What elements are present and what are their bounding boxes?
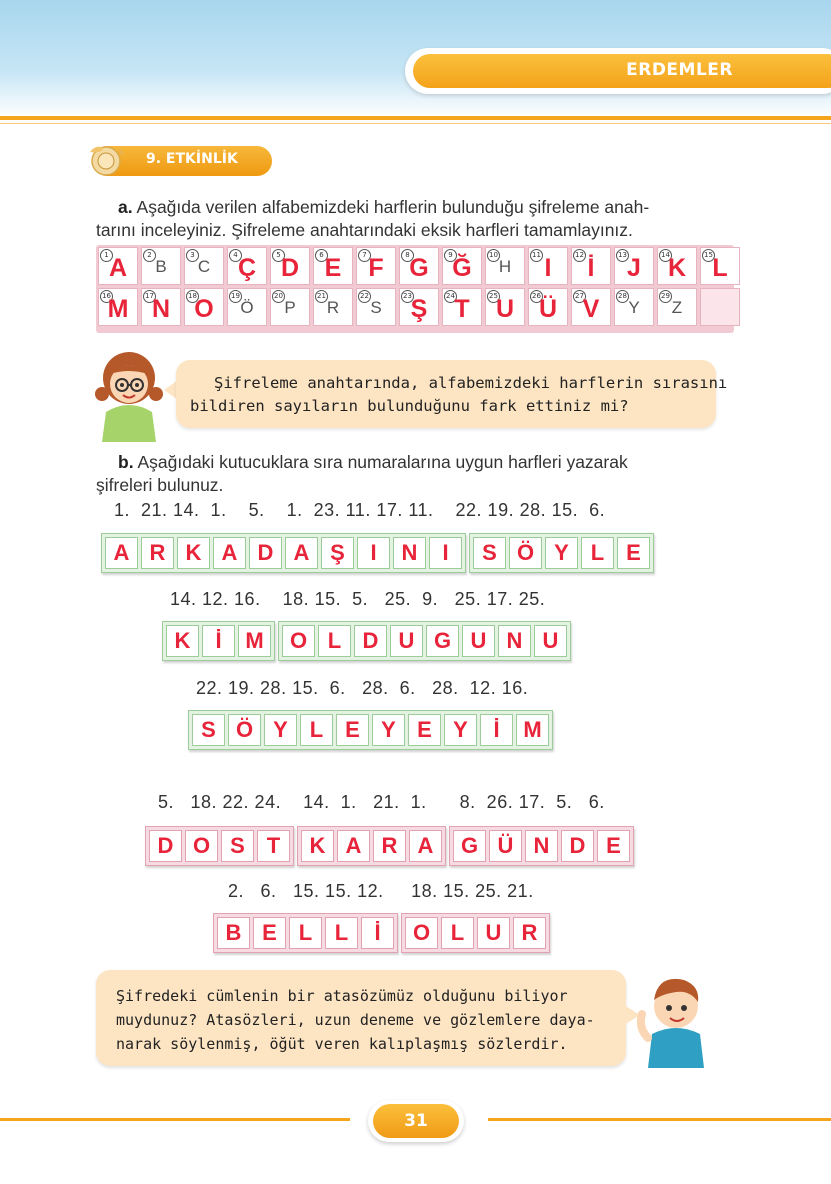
cipher-key-letter: L bbox=[712, 254, 728, 282]
cipher-key-number: 4 bbox=[229, 249, 242, 262]
puzzle-3-numbers: 22. 19. 28. 15. 6. 28. 6. 28. 12. 16. bbox=[196, 678, 529, 698]
cipher-key-number: 21 bbox=[315, 290, 328, 303]
cipher-key-cell bbox=[313, 288, 353, 326]
cipher-key-number: 18 bbox=[186, 290, 199, 303]
cipher-key-number: 23 bbox=[401, 290, 414, 303]
answer-letter-box[interactable]: A bbox=[285, 537, 318, 569]
cipher-key-number: 6 bbox=[315, 249, 328, 262]
answer-letter-box[interactable]: L bbox=[581, 537, 614, 569]
cipher-key-cell bbox=[399, 247, 439, 285]
answer-word bbox=[213, 913, 398, 953]
activity-label: 9. ETKİNLİK bbox=[146, 151, 238, 167]
cipher-key-letter: Ş bbox=[410, 295, 428, 323]
cipher-key-cell bbox=[528, 288, 568, 326]
cipher-key-number: 17 bbox=[143, 290, 156, 303]
answer-word bbox=[188, 710, 553, 750]
answer-letter-box[interactable]: Ü bbox=[489, 830, 522, 862]
answer-letter-box[interactable]: M bbox=[238, 625, 271, 657]
footer-rule-right bbox=[488, 1118, 831, 1121]
cipher-key-number: 13 bbox=[616, 249, 629, 262]
cipher-key-cell bbox=[356, 247, 396, 285]
answer-letter-box[interactable]: U bbox=[534, 625, 567, 657]
answer-letter-box[interactable]: L bbox=[289, 917, 322, 949]
cipher-key-letter: J bbox=[627, 254, 641, 282]
header-rule-thin bbox=[0, 123, 831, 124]
answer-letter-box[interactable]: S bbox=[221, 830, 254, 862]
cipher-key-number: 11 bbox=[530, 249, 543, 262]
answer-letter-box[interactable]: L bbox=[441, 917, 474, 949]
cipher-key-letter: V bbox=[582, 295, 600, 323]
cipher-key-letter: U bbox=[495, 295, 515, 323]
cipher-key-letter: A bbox=[108, 254, 128, 282]
answer-letter-box[interactable]: L bbox=[300, 714, 333, 746]
cipher-key-number: 12 bbox=[573, 249, 586, 262]
cipher-key-number: 29 bbox=[659, 290, 672, 303]
answer-letter-box[interactable]: I bbox=[357, 537, 390, 569]
answer-letter-box[interactable]: İ bbox=[480, 714, 513, 746]
cipher-key-number: 19 bbox=[229, 290, 242, 303]
answer-letter-box[interactable]: N bbox=[498, 625, 531, 657]
cipher-key-number: 26 bbox=[530, 290, 543, 303]
answer-letter-box[interactable]: E bbox=[253, 917, 286, 949]
cipher-key-letter: K bbox=[667, 254, 687, 282]
cipher-key-number: 3 bbox=[186, 249, 199, 262]
answer-letter-box[interactable]: I bbox=[429, 537, 462, 569]
answer-word bbox=[162, 621, 275, 661]
puzzle-3-answer bbox=[188, 710, 553, 750]
cipher-key-letter: I bbox=[544, 254, 552, 282]
cipher-key-number: 8 bbox=[401, 249, 414, 262]
answer-letter-box[interactable]: Ş bbox=[321, 537, 354, 569]
cipher-key-letter: H bbox=[498, 257, 512, 276]
answer-letter-box[interactable]: R bbox=[141, 537, 174, 569]
cipher-key-letter: E bbox=[324, 254, 342, 282]
cipher-key-number: 1 bbox=[100, 249, 113, 262]
part-a-line1: Aşağıda verilen alfabemizdeki harflerin bulunduğu şifreleme anah- bbox=[136, 197, 650, 217]
cipher-key-cell bbox=[98, 288, 138, 326]
cipher-key-grid bbox=[98, 247, 740, 326]
answer-letter-box[interactable]: D bbox=[561, 830, 594, 862]
cipher-key-letter: S bbox=[370, 298, 382, 317]
answer-letter-box[interactable]: U bbox=[477, 917, 510, 949]
part-a-line2: tarını inceleyiniz. Şifreleme anahtarındaki eksik harfleri tamamlayınız. bbox=[96, 220, 633, 240]
cipher-key-number: 15 bbox=[702, 249, 715, 262]
girl-speech-line2: bildiren sayıların bulunduğunu fark ettiniz mi? bbox=[190, 397, 629, 415]
answer-word bbox=[297, 826, 446, 866]
cipher-key-cell bbox=[528, 247, 568, 285]
puzzle-4-numbers: 5. 18. 22. 24. 14. 1. 21. 1. 8. 26. 17. 5. 6. bbox=[158, 792, 605, 812]
section-title-pill bbox=[405, 48, 831, 94]
answer-letter-box[interactable]: S bbox=[473, 537, 506, 569]
cipher-key-letter: O bbox=[194, 295, 214, 323]
answer-letter-box[interactable]: B bbox=[217, 917, 250, 949]
page-number-pill bbox=[368, 1100, 464, 1142]
cipher-key-cell bbox=[442, 247, 482, 285]
answer-letter-box[interactable]: Y bbox=[444, 714, 477, 746]
cipher-key-cell bbox=[614, 288, 654, 326]
cipher-key-number: 14 bbox=[659, 249, 672, 262]
puzzle-5-answer bbox=[213, 913, 550, 953]
cipher-key-letter: Ü bbox=[538, 295, 558, 323]
cipher-key-letter: C bbox=[197, 257, 211, 276]
cipher-key-number: 24 bbox=[444, 290, 457, 303]
answer-letter-box[interactable]: S bbox=[192, 714, 225, 746]
part-b-line1: Aşağıdaki kutucuklara sıra numaralarına uygun harfleri yazarak bbox=[137, 452, 628, 472]
cipher-key-letter: Ğ bbox=[452, 254, 472, 282]
cipher-key-cell bbox=[270, 247, 310, 285]
cipher-key-letter: Y bbox=[628, 298, 640, 317]
cipher-key-cell bbox=[141, 288, 181, 326]
cipher-key-cell bbox=[657, 247, 697, 285]
answer-letter-box[interactable]: Y bbox=[372, 714, 405, 746]
cipher-key-cell bbox=[141, 247, 181, 285]
cipher-key-letter: N bbox=[151, 295, 171, 323]
cipher-key-letter: Z bbox=[671, 298, 683, 317]
section-title: ERDEMLER bbox=[626, 60, 733, 80]
cipher-key-number: 22 bbox=[358, 290, 371, 303]
cipher-key-cell bbox=[227, 247, 267, 285]
cipher-key-number: 16 bbox=[100, 290, 113, 303]
answer-letter-box[interactable]: R bbox=[513, 917, 546, 949]
answer-letter-box[interactable]: D bbox=[249, 537, 282, 569]
answer-letter-box[interactable]: L bbox=[325, 917, 358, 949]
boy-speech-line3: narak söylenmiş, öğüt veren kalıplaşmış sözlerdir. bbox=[116, 1035, 568, 1053]
puzzle-2-numbers: 14. 12. 16. 18. 15. 5. 25. 9. 25. 17. 25. bbox=[170, 589, 546, 609]
cipher-key-letter: G bbox=[409, 254, 429, 282]
cipher-key-letter: R bbox=[326, 298, 340, 317]
answer-letter-box[interactable]: K bbox=[166, 625, 199, 657]
puzzle-5-numbers: 2. 6. 15. 15. 12. 18. 15. 25. 21. bbox=[228, 881, 534, 901]
cipher-key-cell bbox=[442, 288, 482, 326]
answer-letter-box[interactable]: L bbox=[318, 625, 351, 657]
cipher-key-cell bbox=[270, 288, 310, 326]
cipher-key-letter: M bbox=[107, 295, 129, 323]
boy-speech-line1: Şifredeki cümlenin bir atasözümüz olduğunu biliyor bbox=[116, 987, 568, 1005]
cipher-key-cell bbox=[184, 247, 224, 285]
puzzle-icon bbox=[84, 138, 128, 182]
boy-speech-line2: muydunuz? Atasözleri, uzun deneme ve gözlemlere daya- bbox=[116, 1011, 595, 1029]
answer-letter-box[interactable]: R bbox=[373, 830, 406, 862]
cipher-key-letter: B bbox=[155, 257, 167, 276]
answer-letter-box[interactable]: A bbox=[337, 830, 370, 862]
cipher-key-cell bbox=[313, 247, 353, 285]
cipher-key-cell bbox=[98, 247, 138, 285]
cipher-key-number: 20 bbox=[272, 290, 285, 303]
footer-rule-left bbox=[0, 1118, 350, 1121]
part-b-instructions bbox=[118, 451, 718, 474]
cipher-key-number: 9 bbox=[444, 249, 457, 262]
answer-letter-box[interactable]: Y bbox=[264, 714, 297, 746]
answer-letter-box[interactable]: M bbox=[516, 714, 549, 746]
cipher-key-cell bbox=[571, 247, 611, 285]
cipher-key-cell bbox=[485, 247, 525, 285]
cipher-key-number: 7 bbox=[358, 249, 371, 262]
cipher-key-cell bbox=[485, 288, 525, 326]
cipher-key-cell bbox=[227, 288, 267, 326]
answer-letter-box[interactable]: N bbox=[525, 830, 558, 862]
answer-letter-box[interactable]: E bbox=[617, 537, 650, 569]
cipher-key-number: 10 bbox=[487, 249, 500, 262]
answer-letter-box[interactable]: A bbox=[409, 830, 442, 862]
girl-speech-line1: Şifreleme anahtarında, alfabemizdeki harflerin sırasını bbox=[214, 374, 728, 392]
part-b-line2: şifreleri bulunuz. bbox=[96, 475, 224, 495]
cipher-key-letter: D bbox=[280, 254, 300, 282]
cipher-key-number: 5 bbox=[272, 249, 285, 262]
cipher-key-cell bbox=[614, 247, 654, 285]
cipher-key-number: 25 bbox=[487, 290, 500, 303]
answer-letter-box[interactable]: D bbox=[354, 625, 387, 657]
cipher-key-letter: P bbox=[284, 298, 296, 317]
girl-illustration bbox=[88, 342, 170, 442]
part-b-marker: b. bbox=[118, 452, 134, 472]
answer-word bbox=[145, 826, 294, 866]
cipher-key-cell bbox=[700, 288, 740, 326]
answer-letter-box[interactable]: Y bbox=[545, 537, 578, 569]
answer-word bbox=[469, 533, 654, 573]
puzzle-1-numbers: 1. 21. 14. 1. 5. 1. 23. 11. 17. 11. 22. 19. 28. 15. 6. bbox=[114, 500, 606, 520]
answer-letter-box[interactable]: N bbox=[393, 537, 426, 569]
boy-speech-text bbox=[116, 984, 610, 1056]
answer-letter-box[interactable]: O bbox=[405, 917, 438, 949]
answer-letter-box[interactable]: A bbox=[105, 537, 138, 569]
puzzle-1-answer bbox=[101, 533, 654, 573]
answer-letter-box[interactable]: Ö bbox=[228, 714, 261, 746]
cipher-key-number: 28 bbox=[616, 290, 629, 303]
answer-letter-box[interactable]: A bbox=[213, 537, 246, 569]
answer-letter-box[interactable]: E bbox=[336, 714, 369, 746]
cipher-key-cell bbox=[184, 288, 224, 326]
part-a-instructions bbox=[118, 196, 718, 219]
part-a-marker: a. bbox=[118, 197, 133, 217]
answer-letter-box[interactable]: O bbox=[282, 625, 315, 657]
cipher-key-letter: T bbox=[454, 295, 470, 323]
answer-letter-box[interactable]: U bbox=[462, 625, 495, 657]
cipher-key-letter: İ bbox=[587, 254, 595, 282]
answer-letter-box[interactable]: K bbox=[301, 830, 334, 862]
answer-letter-box[interactable]: G bbox=[453, 830, 486, 862]
answer-letter-box[interactable]: E bbox=[408, 714, 441, 746]
answer-word bbox=[401, 913, 550, 953]
answer-letter-box[interactable]: G bbox=[426, 625, 459, 657]
answer-word bbox=[449, 826, 634, 866]
answer-letter-box[interactable]: D bbox=[149, 830, 182, 862]
header-rule bbox=[0, 116, 831, 120]
cipher-key-cell bbox=[571, 288, 611, 326]
answer-letter-box[interactable]: U bbox=[390, 625, 423, 657]
puzzle-2-answer bbox=[162, 621, 571, 661]
answer-letter-box[interactable]: İ bbox=[202, 625, 235, 657]
cipher-key-letter: F bbox=[368, 254, 384, 282]
cipher-key-letter: Ç bbox=[237, 254, 257, 282]
answer-letter-box[interactable]: K bbox=[177, 537, 210, 569]
answer-letter-box[interactable]: Ö bbox=[509, 537, 542, 569]
cipher-key-cell bbox=[399, 288, 439, 326]
answer-letter-box[interactable]: İ bbox=[361, 917, 394, 949]
puzzle-4-answer bbox=[145, 826, 634, 866]
answer-letter-box[interactable]: E bbox=[597, 830, 630, 862]
cipher-key-number: 2 bbox=[143, 249, 156, 262]
cipher-key-number: 27 bbox=[573, 290, 586, 303]
boy-illustration bbox=[636, 968, 716, 1068]
cipher-key-cell bbox=[700, 247, 740, 285]
answer-word bbox=[101, 533, 466, 573]
answer-word bbox=[278, 621, 571, 661]
cipher-key-cell bbox=[356, 288, 396, 326]
answer-letter-box[interactable]: T bbox=[257, 830, 290, 862]
cipher-key-cell bbox=[657, 288, 697, 326]
cipher-key-letter: Ö bbox=[240, 298, 254, 317]
answer-letter-box[interactable]: O bbox=[185, 830, 218, 862]
page-number: 31 bbox=[404, 1111, 428, 1131]
